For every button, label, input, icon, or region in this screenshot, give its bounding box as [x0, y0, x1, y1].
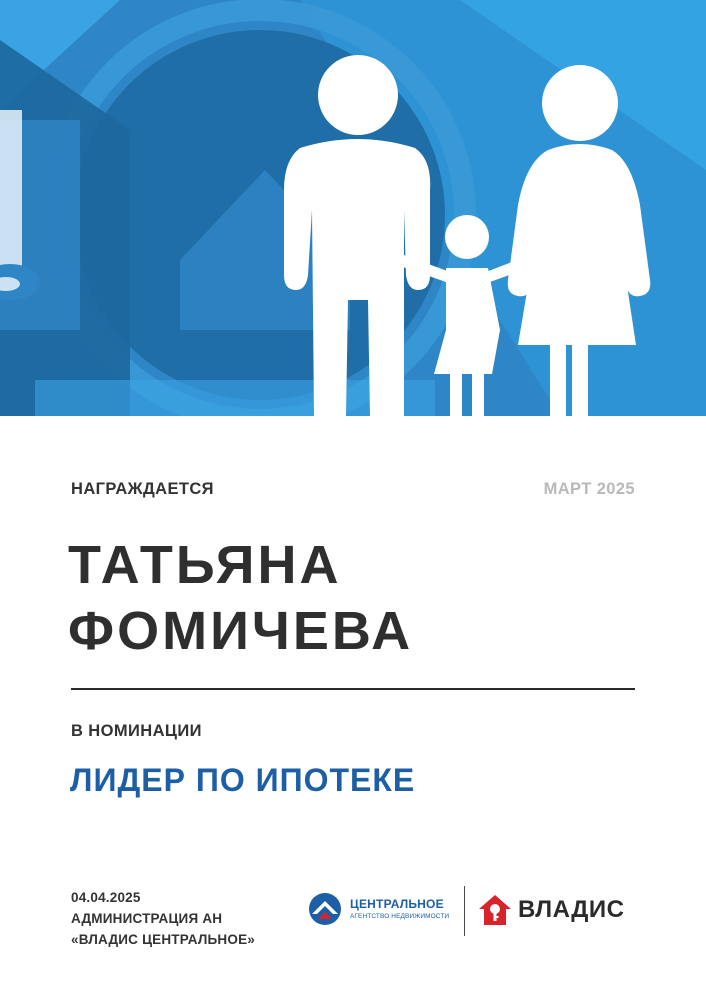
- logo-divider: [464, 886, 465, 936]
- recipient-last-name: ФОМИЧЕВА: [68, 601, 414, 661]
- vladis-house-icon: [478, 894, 512, 926]
- issuer-block: [71, 887, 255, 950]
- awarded-label: НАГРАЖДАЕТСЯ: [71, 480, 214, 498]
- nomination-title: ЛИДЕР ПО ИПОТЕКЕ: [70, 762, 416, 798]
- vladis-logo: [478, 892, 638, 932]
- central-logo-name: ЦЕНТРАЛЬНОЕ: [350, 897, 444, 911]
- nomination-label: В НОМИНАЦИИ: [71, 722, 202, 740]
- central-agency-logo: [308, 889, 458, 929]
- vladis-logo-name: ВЛАДИС: [518, 896, 625, 923]
- issuer-line-2: «ВЛАДИС ЦЕНТРАЛЬНОЕ»: [71, 932, 255, 947]
- family-illustration: [0, 0, 706, 416]
- award-period: МАРТ 2025: [543, 480, 635, 498]
- central-logo-subtitle: АГЕНТСТВО НЕДВИЖИМОСТИ: [350, 913, 450, 920]
- recipient-name: [68, 532, 413, 664]
- divider-line: [71, 688, 635, 690]
- issue-date: 04.04.2025: [71, 890, 141, 905]
- recipient-first-name: ТАТЬЯНА: [68, 535, 342, 595]
- central-logo-icon: [308, 892, 342, 926]
- hero-banner: [0, 0, 706, 416]
- issuer-line-1: АДМИНИСТРАЦИЯ АН: [71, 911, 223, 926]
